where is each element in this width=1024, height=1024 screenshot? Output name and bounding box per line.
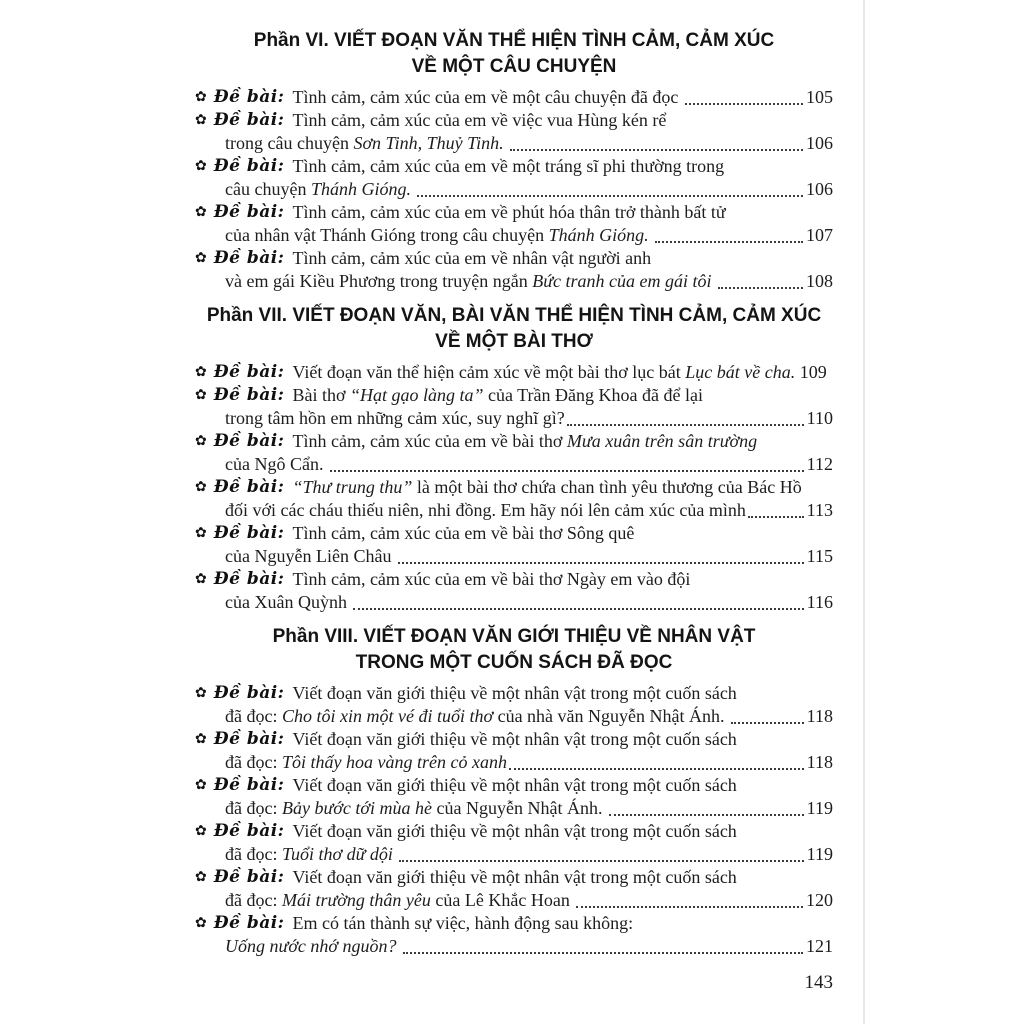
dot-leader bbox=[330, 470, 804, 472]
toc-entry bbox=[195, 774, 833, 820]
toc-line bbox=[195, 453, 833, 476]
toc-line bbox=[195, 201, 833, 224]
entry-text bbox=[411, 178, 416, 201]
page-edge-line bbox=[863, 0, 865, 1024]
page-ref: 106 bbox=[806, 179, 833, 199]
entry-text: Tình cảm, cảm xúc của em về bài thơ Sông quê bbox=[292, 523, 635, 543]
entry-text: và em gái Kiều Phương trong truyện ngắn bbox=[225, 271, 533, 291]
toc-line bbox=[195, 705, 833, 728]
entry-text: Tình cảm, cảm xúc của em về bài thơ bbox=[292, 431, 567, 451]
florette-icon: ✿ bbox=[195, 869, 207, 885]
toc-line bbox=[195, 407, 833, 430]
florette-icon: ✿ bbox=[195, 204, 207, 220]
section-heading-line: VỀ MỘT CÂU CHUYỆN bbox=[411, 56, 617, 77]
entry-text: Tình cảm, cảm xúc của em về một câu chuyện đã đọc bbox=[292, 87, 683, 107]
florette-icon: ✿ bbox=[195, 364, 207, 380]
entry-text: Tình cảm, cảm xúc của em về bài thơ Ngày em vào đội bbox=[292, 569, 691, 589]
entry-label: Đề bài: bbox=[213, 523, 285, 543]
entry-label: Đề bài: bbox=[213, 775, 285, 795]
toc-entry bbox=[195, 384, 833, 430]
florette-icon: ✿ bbox=[195, 525, 207, 541]
section-heading-line: TRONG MỘT CUỐN SÁCH ĐÃ ĐỌC bbox=[355, 652, 673, 673]
entry-text: của Lê Khắc Hoan bbox=[430, 890, 575, 910]
page-ref: 108 bbox=[806, 271, 833, 291]
entry-label: Đề bài: bbox=[213, 156, 285, 176]
page-ref: 121 bbox=[806, 936, 833, 956]
toc-line bbox=[195, 843, 833, 866]
dot-leader bbox=[353, 608, 803, 610]
entry-text: trong câu chuyện bbox=[225, 133, 354, 153]
entry-label: Đề bài: bbox=[213, 202, 285, 222]
entry-label: Đề bài: bbox=[213, 110, 285, 130]
section-heading bbox=[195, 28, 833, 80]
page-ref: 112 bbox=[806, 454, 833, 474]
toc-entry bbox=[195, 568, 833, 614]
dot-leader bbox=[510, 149, 803, 151]
entry-text: của Nguyễn Nhật Ánh. bbox=[431, 798, 607, 818]
page-ref: 106 bbox=[806, 133, 833, 153]
toc-section bbox=[195, 303, 833, 614]
entry-text: Tình cảm, cảm xúc của em về nhân vật người anh bbox=[292, 248, 652, 268]
toc-entry bbox=[195, 247, 833, 293]
toc-entry bbox=[195, 476, 833, 522]
entry-text: Viết đoạn văn giới thiệu về một nhân vật trong một cuốn sách bbox=[292, 867, 737, 887]
florette-icon: ✿ bbox=[195, 685, 207, 701]
toc-line bbox=[195, 591, 833, 614]
entry-text: Viết đoạn văn giới thiệu về một nhân vật trong một cuốn sách bbox=[292, 729, 737, 749]
entry-label: Đề bài: bbox=[213, 362, 285, 382]
toc-entry bbox=[195, 361, 833, 384]
toc-line bbox=[195, 682, 833, 705]
dot-leader bbox=[399, 860, 803, 862]
entry-label: Đề bài: bbox=[213, 431, 285, 451]
page-ref: 113 bbox=[806, 500, 833, 520]
florette-icon: ✿ bbox=[195, 89, 207, 105]
entry-text: đã đọc: bbox=[225, 752, 282, 772]
entry-label: Đề bài: bbox=[213, 729, 285, 749]
entry-text: của nhân vật Thánh Gióng trong câu chuyện bbox=[225, 225, 549, 245]
entry-text: của Xuân Quỳnh bbox=[225, 592, 352, 612]
page-ref: 118 bbox=[806, 706, 833, 726]
florette-icon: ✿ bbox=[195, 823, 207, 839]
page-ref: 119 bbox=[806, 844, 833, 864]
florette-icon: ✿ bbox=[195, 777, 207, 793]
section-heading-line: VỀ MỘT BÀI THƠ bbox=[435, 331, 593, 352]
dot-leader bbox=[417, 195, 803, 197]
dot-leader bbox=[655, 241, 803, 243]
florette-icon: ✿ bbox=[195, 158, 207, 174]
entry-text: Bài thơ bbox=[292, 385, 350, 405]
entry-text: của nhà văn Nguyễn Nhật Ánh. bbox=[493, 706, 730, 726]
toc-line bbox=[195, 270, 833, 293]
book-title: “Thư trung thu” bbox=[292, 477, 413, 497]
toc-line bbox=[195, 178, 833, 201]
florette-icon: ✿ bbox=[195, 433, 207, 449]
entry-label: Đề bài: bbox=[213, 867, 285, 887]
page-ref: 115 bbox=[806, 546, 833, 566]
entry-text: Viết đoạn văn giới thiệu về một nhân vật trong một cuốn sách bbox=[292, 821, 737, 841]
entry-text: của Trần Đăng Khoa đã để lại bbox=[483, 385, 703, 405]
book-title: Thánh Gióng. bbox=[548, 225, 649, 245]
toc-entry bbox=[195, 522, 833, 568]
toc-line bbox=[195, 476, 833, 499]
page-ref: 109 bbox=[799, 362, 827, 382]
entry-label: Đề bài: bbox=[213, 913, 285, 933]
entry-text: của Nguyễn Liên Châu bbox=[225, 546, 396, 566]
book-title: Thánh Gióng. bbox=[310, 179, 411, 199]
toc-entry bbox=[195, 430, 833, 476]
section-heading bbox=[195, 303, 833, 355]
toc-entry bbox=[195, 866, 833, 912]
toc-line bbox=[195, 889, 833, 912]
page-ref: 116 bbox=[806, 592, 833, 612]
toc-entry bbox=[195, 109, 833, 155]
entry-label: Đề bài: bbox=[213, 821, 285, 841]
toc-entry bbox=[195, 728, 833, 774]
section-heading-line: Phần VII. VIẾT ĐOẠN VĂN, BÀI VĂN THỂ HIỆN TÌNH CẢM, CẢM XÚC bbox=[206, 305, 822, 326]
entry-label: Đề bài: bbox=[213, 477, 285, 497]
toc-section bbox=[195, 624, 833, 958]
section-heading-line: Phần VI. VIẾT ĐOẠN VĂN THỂ HIỆN TÌNH CẢM, CẢM XÚC bbox=[253, 30, 775, 51]
book-title: Mưa xuân trên sân trường bbox=[566, 431, 758, 451]
section-heading bbox=[195, 624, 833, 676]
toc-line bbox=[195, 751, 833, 774]
toc-line bbox=[195, 247, 833, 270]
florette-icon: ✿ bbox=[195, 112, 207, 128]
entry-label: Đề bài: bbox=[213, 683, 285, 703]
entry-text: Viết đoạn văn thể hiện cảm xúc về một bài thơ lục bát bbox=[292, 362, 686, 382]
entry-text bbox=[712, 270, 717, 293]
toc-line bbox=[195, 545, 833, 568]
entry-text: Em có tán thành sự việc, hành động sau không: bbox=[292, 913, 634, 933]
toc-line bbox=[195, 866, 833, 889]
toc-entry bbox=[195, 820, 833, 866]
entry-text: đã đọc: bbox=[225, 706, 282, 726]
toc-entry bbox=[195, 912, 833, 958]
entry-text: trong tâm hồn em những cảm xúc, suy nghĩ gì? bbox=[225, 408, 565, 428]
toc-entry bbox=[195, 682, 833, 728]
entry-label: Đề bài: bbox=[213, 385, 285, 405]
page-ref: 120 bbox=[806, 890, 833, 910]
dot-leader bbox=[398, 562, 804, 564]
entry-text bbox=[504, 132, 509, 155]
toc-line bbox=[195, 384, 833, 407]
toc-line bbox=[195, 224, 833, 247]
page-ref: 105 bbox=[806, 87, 833, 107]
dot-leader bbox=[509, 768, 804, 770]
dot-leader bbox=[685, 103, 803, 105]
florette-icon: ✿ bbox=[195, 731, 207, 747]
entry-text: của Ngô Cẩn. bbox=[225, 454, 328, 474]
entry-text bbox=[649, 224, 654, 247]
florette-icon: ✿ bbox=[195, 479, 207, 495]
toc-line bbox=[195, 86, 833, 109]
page-ref: 107 bbox=[806, 225, 833, 245]
entry-text: đối với các cháu thiếu niên, nhi đồng. Em hãy nói lên cảm xúc của mình bbox=[225, 500, 746, 520]
book-title: Uống nước nhớ nguồn? bbox=[225, 936, 402, 956]
dot-leader bbox=[731, 722, 804, 724]
table-of-contents bbox=[195, 28, 833, 958]
toc-line bbox=[195, 522, 833, 545]
book-title: Mái trường thân yêu bbox=[281, 890, 431, 910]
toc-line bbox=[195, 109, 833, 132]
entry-label: Đề bài: bbox=[213, 569, 285, 589]
entry-text: đã đọc: bbox=[225, 844, 282, 864]
entry-text: đã đọc: bbox=[225, 890, 282, 910]
entry-text: là một bài thơ chứa chan tình yêu thương của Bác Hồ bbox=[412, 477, 802, 497]
toc-section bbox=[195, 28, 833, 293]
florette-icon: ✿ bbox=[195, 250, 207, 266]
toc-line bbox=[195, 797, 833, 820]
book-title: Bảy bước tới mùa hè bbox=[281, 798, 432, 818]
toc-line bbox=[195, 820, 833, 843]
page-ref: 119 bbox=[806, 798, 833, 818]
toc-entry bbox=[195, 86, 833, 109]
toc-entry bbox=[195, 201, 833, 247]
dot-leader bbox=[748, 516, 804, 518]
florette-icon: ✿ bbox=[195, 571, 207, 587]
book-title: Tôi thấy hoa vàng trên cỏ xanh bbox=[281, 752, 507, 772]
entry-text: Viết đoạn văn giới thiệu về một nhân vật trong một cuốn sách bbox=[292, 775, 737, 795]
book-title: Lục bát về cha. bbox=[685, 362, 796, 382]
toc-line bbox=[195, 155, 833, 178]
entry-label: Đề bài: bbox=[213, 87, 285, 107]
toc-entry bbox=[195, 155, 833, 201]
entry-text: Viết đoạn văn giới thiệu về một nhân vật trong một cuốn sách bbox=[292, 683, 737, 703]
book-title: Tuổi thơ dữ dội bbox=[281, 844, 398, 864]
dot-leader bbox=[576, 906, 803, 908]
entry-text: Tình cảm, cảm xúc của em về việc vua Hùng kén rể bbox=[292, 110, 667, 130]
entry-label: Đề bài: bbox=[213, 248, 285, 268]
entry-text: Tình cảm, cảm xúc của em về một tráng sĩ phi thường trong bbox=[292, 156, 725, 176]
dot-leader bbox=[567, 424, 804, 426]
toc-line bbox=[195, 912, 833, 935]
toc-line bbox=[195, 132, 833, 155]
page-ref: 118 bbox=[806, 752, 833, 772]
folio-page-number: 143 bbox=[804, 972, 833, 993]
entry-text: Tình cảm, cảm xúc của em về phút hóa thân trở thành bất tử bbox=[292, 202, 726, 222]
book-title: Sơn Tinh, Thuỷ Tinh. bbox=[353, 133, 504, 153]
section-heading-line: Phần VIII. VIẾT ĐOẠN VĂN GIỚI THIỆU VỀ NHÂN VẬT bbox=[272, 626, 756, 647]
page-ref: 110 bbox=[806, 408, 833, 428]
dot-leader bbox=[718, 287, 803, 289]
toc-line bbox=[195, 361, 833, 384]
toc-line bbox=[195, 568, 833, 591]
florette-icon: ✿ bbox=[195, 915, 207, 931]
book-title: Cho tôi xin một vé đi tuổi thơ bbox=[281, 706, 494, 726]
dot-leader bbox=[403, 952, 803, 954]
toc-line bbox=[195, 728, 833, 751]
toc-line bbox=[195, 430, 833, 453]
toc-line bbox=[195, 774, 833, 797]
entry-text: câu chuyện bbox=[225, 179, 311, 199]
book-title: “Hạt gạo làng ta” bbox=[349, 385, 484, 405]
dot-leader bbox=[609, 814, 804, 816]
florette-icon: ✿ bbox=[195, 387, 207, 403]
toc-line bbox=[195, 499, 833, 522]
toc-line bbox=[195, 935, 833, 958]
book-title: Bức tranh của em gái tôi bbox=[532, 271, 712, 291]
entry-text: đã đọc: bbox=[225, 798, 282, 818]
